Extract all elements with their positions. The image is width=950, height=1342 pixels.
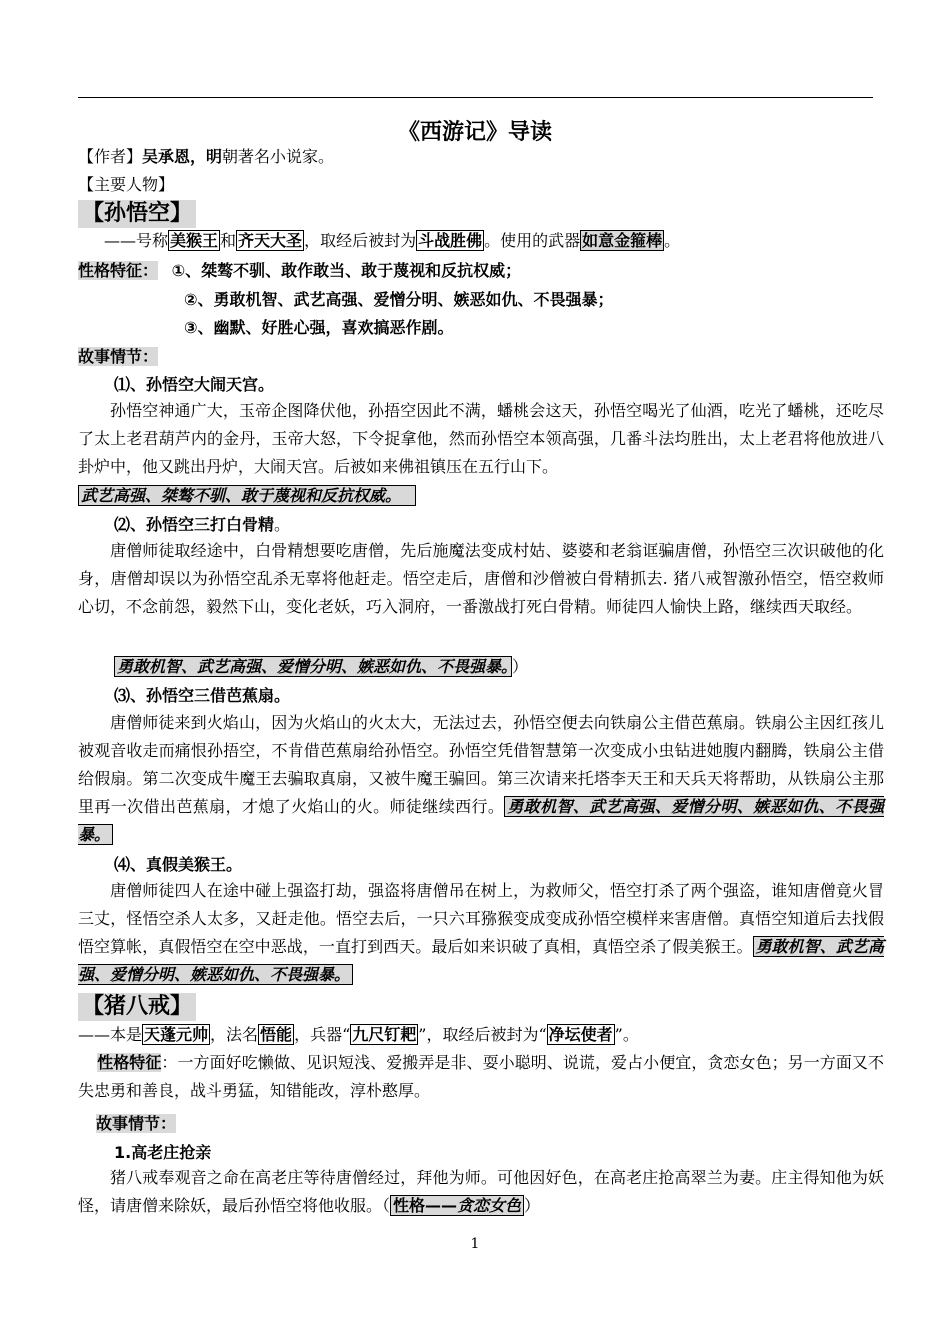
page-title: 《西游记》导读 [397,120,552,145]
story-title-4: ⑷、真假美猴王。 [114,855,243,874]
zhu-story-trait-1 [390,1195,524,1216]
story-label: 故事情节： [96,1114,177,1133]
story-trait-1-row [78,486,878,506]
trait-item: ②、勇敢机智、武艺高强、爱憎分明、嫉恶如仇、不畏强暴； [184,290,614,309]
story-title-2-end: 。 [274,515,291,534]
author-line [78,147,878,167]
story-trait-4: 勇敢机智、武艺高强、爱憎分明、嫉恶如仇、不畏强暴。 [78,937,884,984]
author-label: 【作者】 [78,147,143,166]
header-rule [78,97,873,98]
story-text-1: 孙悟空神通广大，玉帝企图降伏他，孙捂空因此不满，蟠桃会这天，孙悟空喝光了仙酒，吃光了蟠桃，还吃尽了太上老君葫芦内的金丹，玉帝大怒，下令捉拿他，然而孙悟空本领高强，几番斗法均胜出，太上老君将他放进八卦炉中，他又跳出丹炉，大闹天宫。后被如来佛祖镇压在五行山下。 [78,401,884,476]
intro-text: 。 [664,231,681,250]
intro-text: ，法名 [210,1025,259,1044]
page-number: 1 [470,1236,480,1252]
keyword-box: 如意金箍棒 [582,231,663,250]
traits-label: 性格特征 [97,1053,162,1072]
sun-heading: 【孙悟空】 [78,200,196,228]
story-text-3 [78,709,884,849]
trait-value: 贪恋女色 [457,1196,522,1215]
story-text-4-body: 唐僧师徒四人在途中碰上强盗打劫，强盗将唐僧吊在树上，为救师父，悟空打杀了两个强盗，谁知唐僧竟火冒三丈，怪悟空杀人太多，又赶走他。悟空去后，一只六耳猕猴变成变成孙悟空模样来害唐僧。真悟空知道后去找假悟空算帐，真假悟空在空中恶战，一直打到西天。最后如来识破了真相，真悟空杀了假美猴王。 [78,881,884,956]
story-trait-2-row [114,657,914,677]
keyword-box: 美猴王 [170,231,219,250]
keyword-box: 九尺钉耙 [352,1025,417,1044]
main-characters-label: 【主要人物】 [78,175,175,194]
zhu-intro [78,1025,878,1045]
keyword-box: 悟能 [260,1025,293,1044]
trait-label: 性格—— [393,1196,458,1215]
keyword-box: 天蓬元帅 [144,1025,209,1044]
story-trait-3: 勇敢机智、武艺高强、爱憎分明、嫉恶如仇、不畏强暴。 [78,797,884,844]
story-title-2: ⑵、孙悟空三打白骨精 [114,515,275,534]
traits-text: ：一方面好吃懒做、见识短浅、爱搬弄是非、耍小聪明、说谎，爱占小便宜，贪恋女色；另一方面又不失忠勇和善良，战斗勇猛，知错能改，淳朴憨厚。 [78,1053,884,1100]
keyword-box: 净坛使者 [548,1025,613,1044]
story-title-3: ⑶、孙悟空三借芭蕉扇。 [114,686,291,705]
intro-text: ——号称 [104,231,169,250]
author-name: 吴承恩，明 [142,147,223,166]
intro-text: ，兵器“ [294,1025,351,1044]
intro-text: ”。 [614,1025,639,1044]
zhu-traits [78,1049,884,1105]
trait-end: ） [524,1196,541,1215]
sun-story-label [78,347,878,367]
traits-label: 性格特征： [78,261,159,280]
trait-item: ③、幽默、好胜心强，喜欢搞恶作剧。 [184,318,454,337]
keyword-box: 斗战胜佛 [418,231,483,250]
intro-text: ”，取经后被封为“ [418,1025,547,1044]
intro-text: ——本是 [78,1025,143,1044]
sun-intro [104,231,904,251]
sun-traits-row-1 [78,261,878,281]
intro-text: 。使用的武器 [484,231,581,250]
intro-text: 和 [220,231,237,250]
story-text-4 [78,877,884,989]
story-title-2-row [114,515,914,535]
story-trait-1: 武艺高强、桀骜不驯、敢于蔑视和反抗权威。 [78,485,416,506]
intro-text: ，取经后被封为 [304,231,417,250]
story-trait-2: 勇敢机智、武艺高强、爱憎分明、嫉恶如仇、不畏强暴。 [114,656,512,677]
story-title-1: ⑴、孙悟空大闹天宫。 [114,375,275,394]
zhu-story-label [96,1114,896,1134]
story-trait-2-end: ） [512,657,529,676]
zhu-story-title-1: 1.高老庄抢亲 [114,1143,212,1162]
zhu-heading: 【猪八戒】 [78,993,196,1021]
story-text-2: 唐僧师徒取经途中，白骨精想要吃唐僧，先后施魔法变成村姑、婆婆和老翁诓骗唐僧，孙悟空三次识破他的化身，唐僧却误以为孙悟空乱杀无辜将他赶走。悟空走后，唐僧和沙僧被白骨精抓去. 猪八戒智激孙悟空，悟空救师心切，不念前怨，毅然下山，变化老妖，巧入洞府，一番激战打死白骨精。师徒四人愉快上路，继续西天取经。 [78,541,884,616]
zhu-story-text-1 [78,1164,884,1220]
trait-item: ①、桀骜不驯、敢作敢当、敢于蔑视和反抗权威； [171,261,522,280]
story-text-3-body: 唐僧师徒来到火焰山，因为火焰山的火太大，无法过去，孙悟空便去向铁扇公主借芭蕉扇。铁扇公主因红孩儿被观音收走而痛恨孙捂空，不肯借芭蕉扇给孙悟空。孙悟空凭借智慧第一次变成小虫钻进她腹内翻腾，铁扇公主借给假扇。第二次变成牛魔王去骗取真扇，又被牛魔王骗回。第三次请来托塔李天王和天兵天将帮助，从铁扇公主那里再一次借出芭蕉扇，才熄了火焰山的火。师徒继续西行。 [78,713,884,816]
keyword-box: 齐天大圣 [238,231,303,250]
zhu-story-text-1-body: 猪八戒奉观音之命在高老庄等待唐僧经过，拜他为师。可他因好色，在高老庄抢高翠兰为妻。庄主得知他为妖怪，请唐僧来除妖，最后孙悟空将他收服。（ [78,1168,884,1215]
author-rest: 朝著名小说家。 [222,147,335,166]
story-label: 故事情节： [78,347,159,366]
